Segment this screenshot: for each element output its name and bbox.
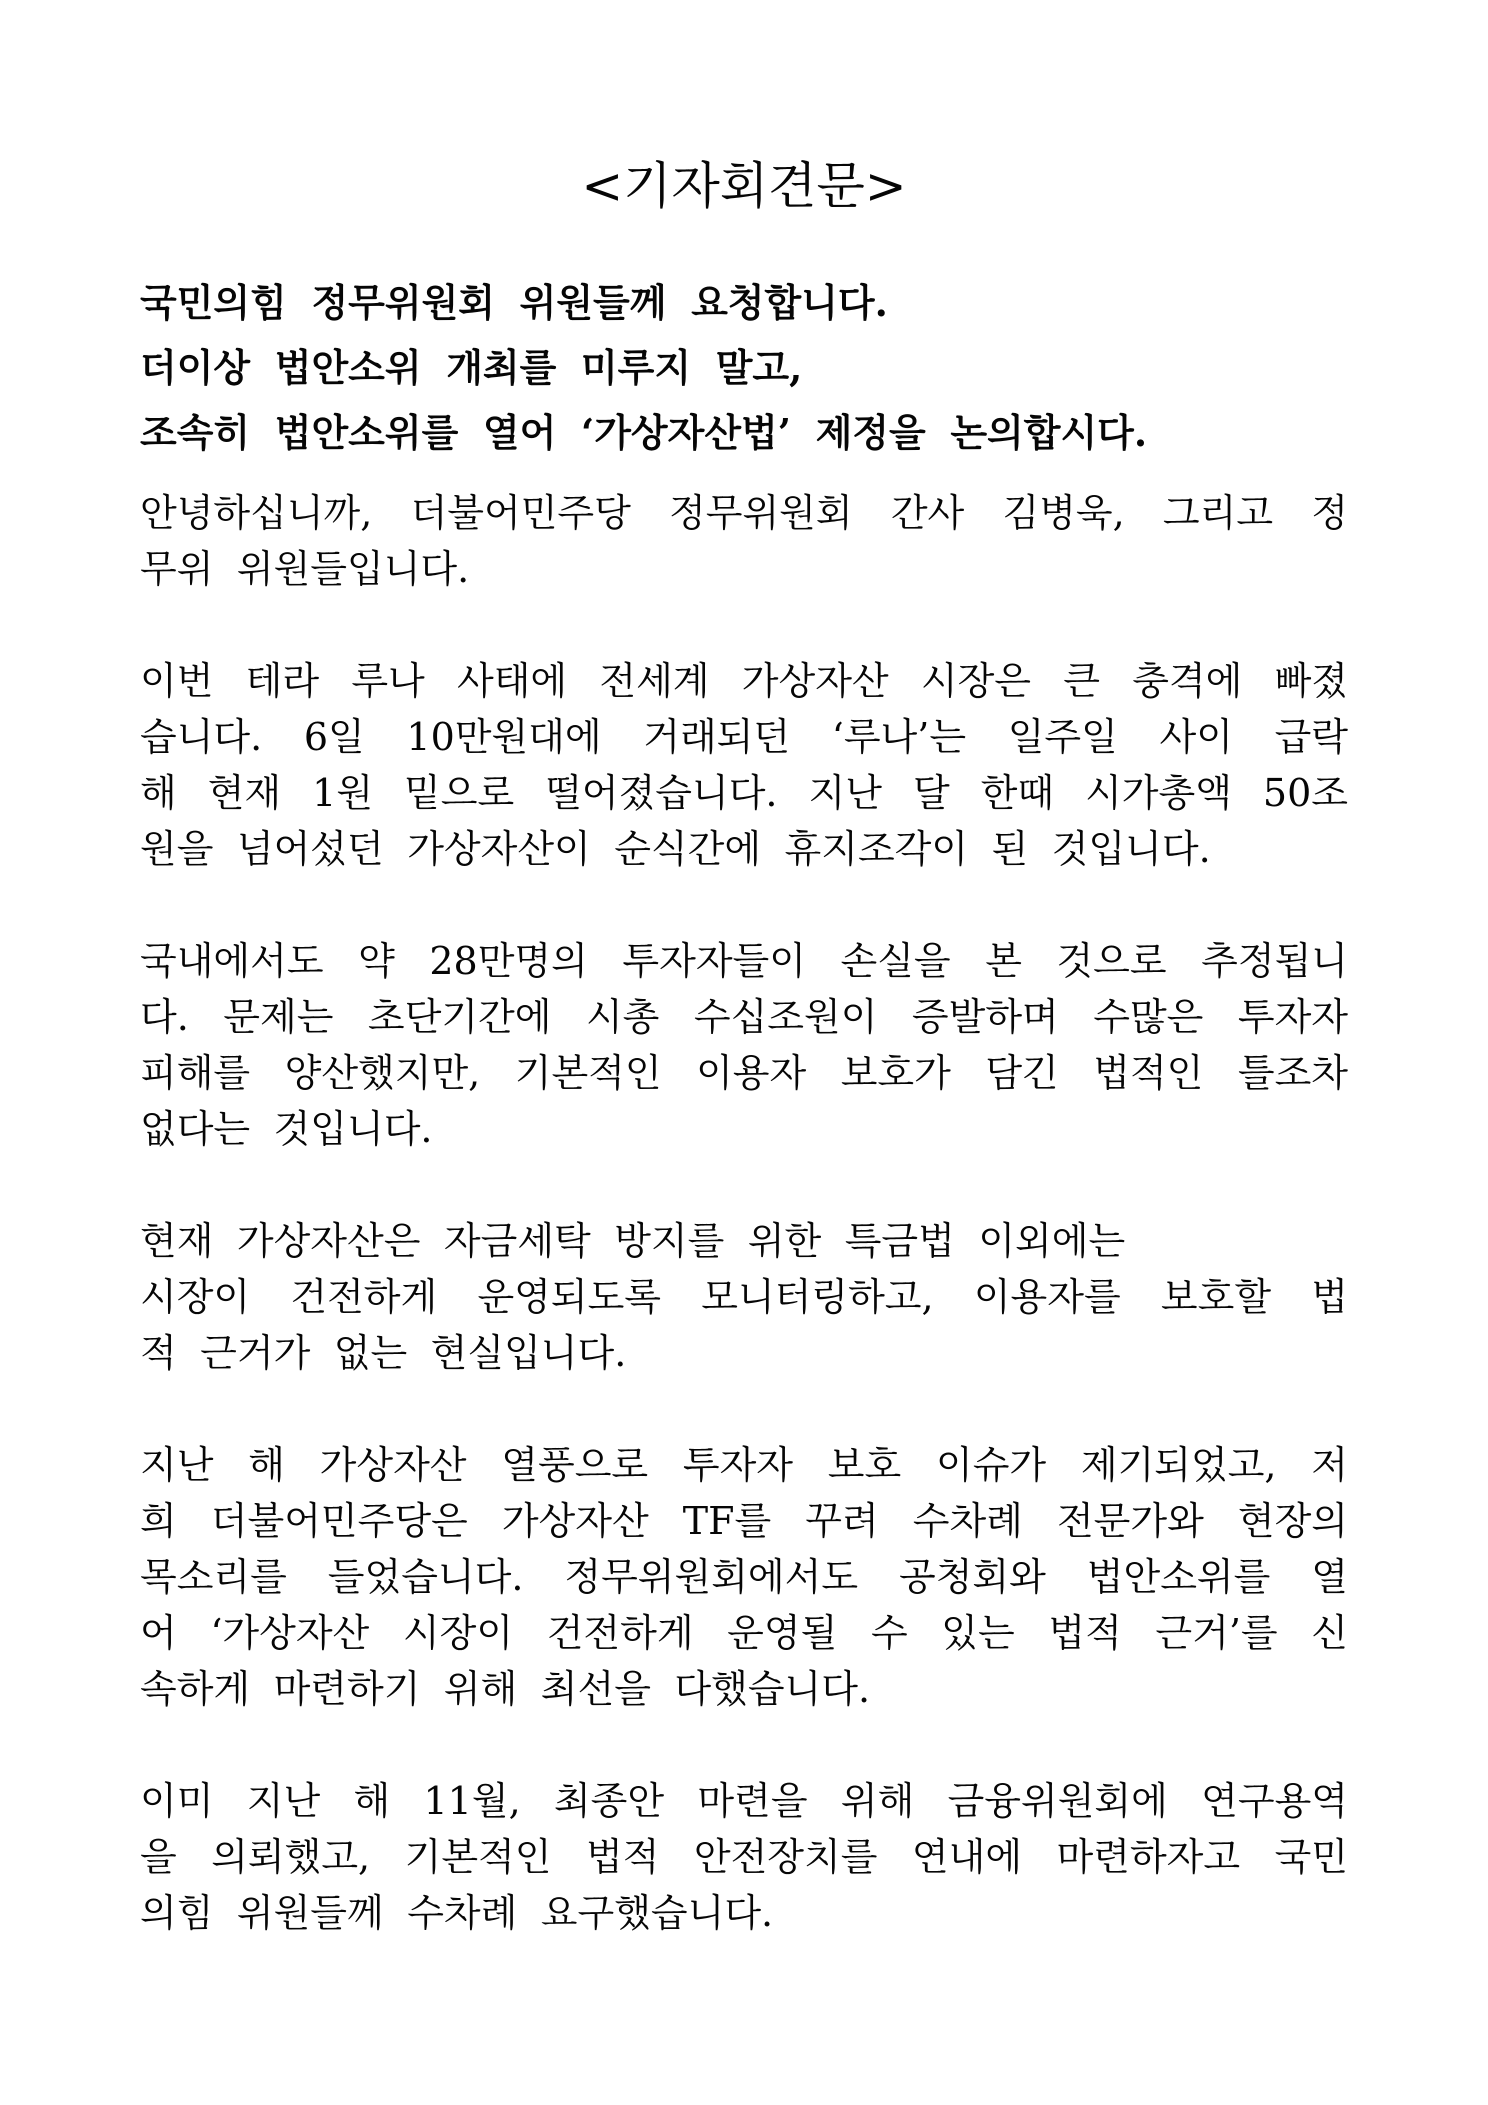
body-line: 희 더불어민주당은 가상자산 TF를 꾸려 수차례 전문가와 현장의 — [140, 1499, 1348, 1543]
body-line: 목소리를 들었습니다. 정무위원회에서도 공청회와 법안소위를 열 — [140, 1555, 1348, 1599]
header-line: 더이상 법안소위 개최를 미루지 말고, — [140, 345, 803, 390]
body-line: 적 근거가 없는 현실입니다. — [140, 1331, 627, 1375]
body-line: 원을 넘어섰던 가상자산이 순식간에 휴지조각이 된 것입니다. — [140, 827, 1211, 871]
paragraph-6 — [140, 1773, 1348, 1941]
body-line: 을 의뢰했고, 기본적인 법적 안전장치를 연내에 마련하자고 국민 — [140, 1835, 1348, 1879]
body-line: 어 ‘가상자산 시장이 건전하게 운영될 수 있는 법적 근거’를 신 — [140, 1611, 1348, 1655]
body-line: 없다는 것입니다. — [140, 1107, 433, 1151]
statement-body — [140, 485, 1348, 1941]
paragraph-1 — [140, 485, 1348, 597]
paragraph-3 — [140, 933, 1348, 1157]
header-line: 국민의힘 정무위원회 위원들께 요청합니다. — [140, 280, 888, 325]
body-line: 안녕하십니까, 더불어민주당 정무위원회 간사 김병욱, 그리고 정 — [140, 491, 1348, 535]
body-line: 해 현재 1원 밑으로 떨어졌습니다. 지난 달 한때 시가총액 50조 — [140, 771, 1348, 815]
body-line: 속하게 마련하기 위해 최선을 다했습니다. — [140, 1667, 871, 1711]
body-line: 무위 위원들입니다. — [140, 547, 470, 591]
paragraph-2 — [140, 653, 1348, 877]
body-line: 피해를 양산했지만, 기본적인 이용자 보호가 담긴 법적인 틀조차 — [140, 1051, 1348, 1095]
body-line: 다. 문제는 초단기간에 시총 수십조원이 증발하며 수많은 투자자 — [140, 995, 1348, 1039]
body-line: 지난 해 가상자산 열풍으로 투자자 보호 이슈가 제기되었고, 저 — [140, 1443, 1348, 1487]
statement-header — [140, 270, 1348, 465]
body-line: 의힘 위원들께 수차례 요구했습니다. — [140, 1891, 774, 1935]
paragraph-4 — [140, 1213, 1348, 1381]
paragraph-5 — [140, 1437, 1348, 1717]
body-line: 이미 지난 해 11월, 최종안 마련을 위해 금융위원회에 연구용역 — [140, 1779, 1348, 1823]
body-line: 이번 테라 루나 사태에 전세계 가상자산 시장은 큰 충격에 빠졌 — [140, 659, 1348, 703]
body-line: 습니다. 6일 10만원대에 거래되던 ‘루나’는 일주일 사이 급락 — [140, 715, 1348, 759]
document-title: <기자회견문> — [581, 157, 907, 215]
body-line: 국내에서도 약 28만명의 투자자들이 손실을 본 것으로 추정됩니 — [140, 939, 1348, 983]
body-line: 현재 가상자산은 자금세탁 방지를 위한 특금법 이외에는 — [140, 1219, 1126, 1263]
body-line: 시장이 건전하게 운영되도록 모니터링하고, 이용자를 보호할 법 — [140, 1275, 1348, 1319]
header-line: 조속히 법안소위를 열어 ‘가상자산법’ 제정을 논의합시다. — [140, 410, 1148, 455]
